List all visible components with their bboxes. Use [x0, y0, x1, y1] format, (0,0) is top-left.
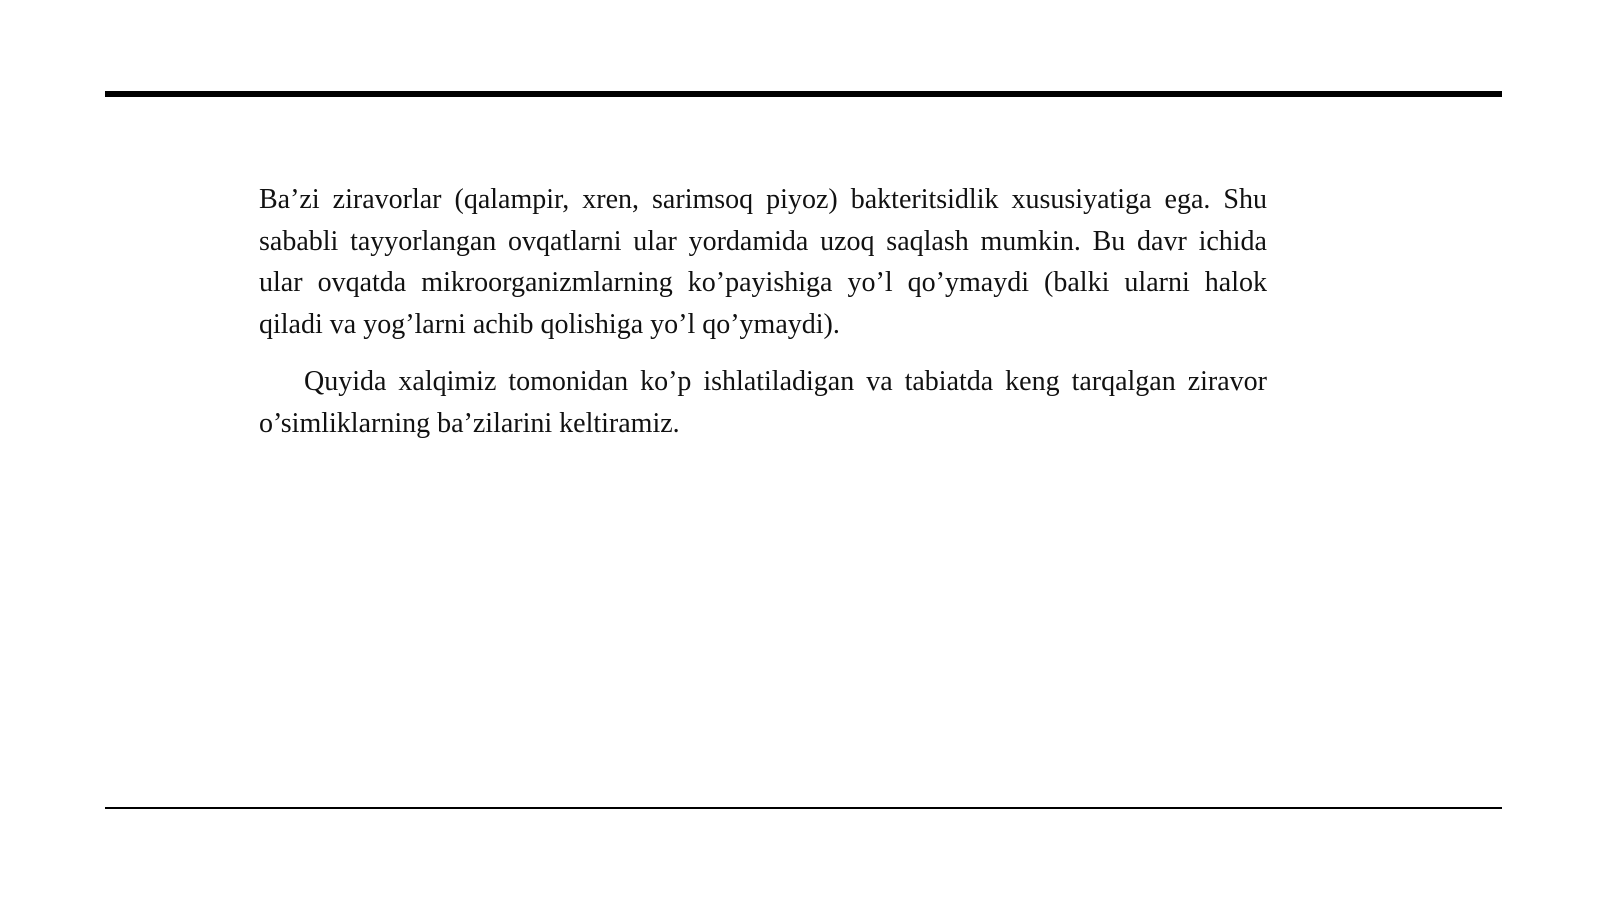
document-body — [259, 179, 1267, 444]
paragraph-2: Quyida xalqimiz tomonidan ko’p ishlatiladigan va tabiatda keng tarqalgan ziravor o’simliklarning ba’zilarini keltiramiz. — [259, 366, 1267, 439]
paragraph-1: Ba’zi ziravorlar (qalampir, xren, sarimsoq piyoz) bakteritsidlik xususiyatiga ega. Shu sababli tayyorlangan ovqatlarni ular yordamida uzoq saqlash mumkin. Bu davr ichida ular ovqatda mikroorganizmlarning ko’payishiga yo’l qo’ymaydi (balki ularni halok qiladi va yog’larni achib qolishiga yo’l qo’ymaydi). — [259, 184, 1267, 340]
bottom-divider — [105, 807, 1502, 809]
top-divider — [105, 91, 1502, 97]
